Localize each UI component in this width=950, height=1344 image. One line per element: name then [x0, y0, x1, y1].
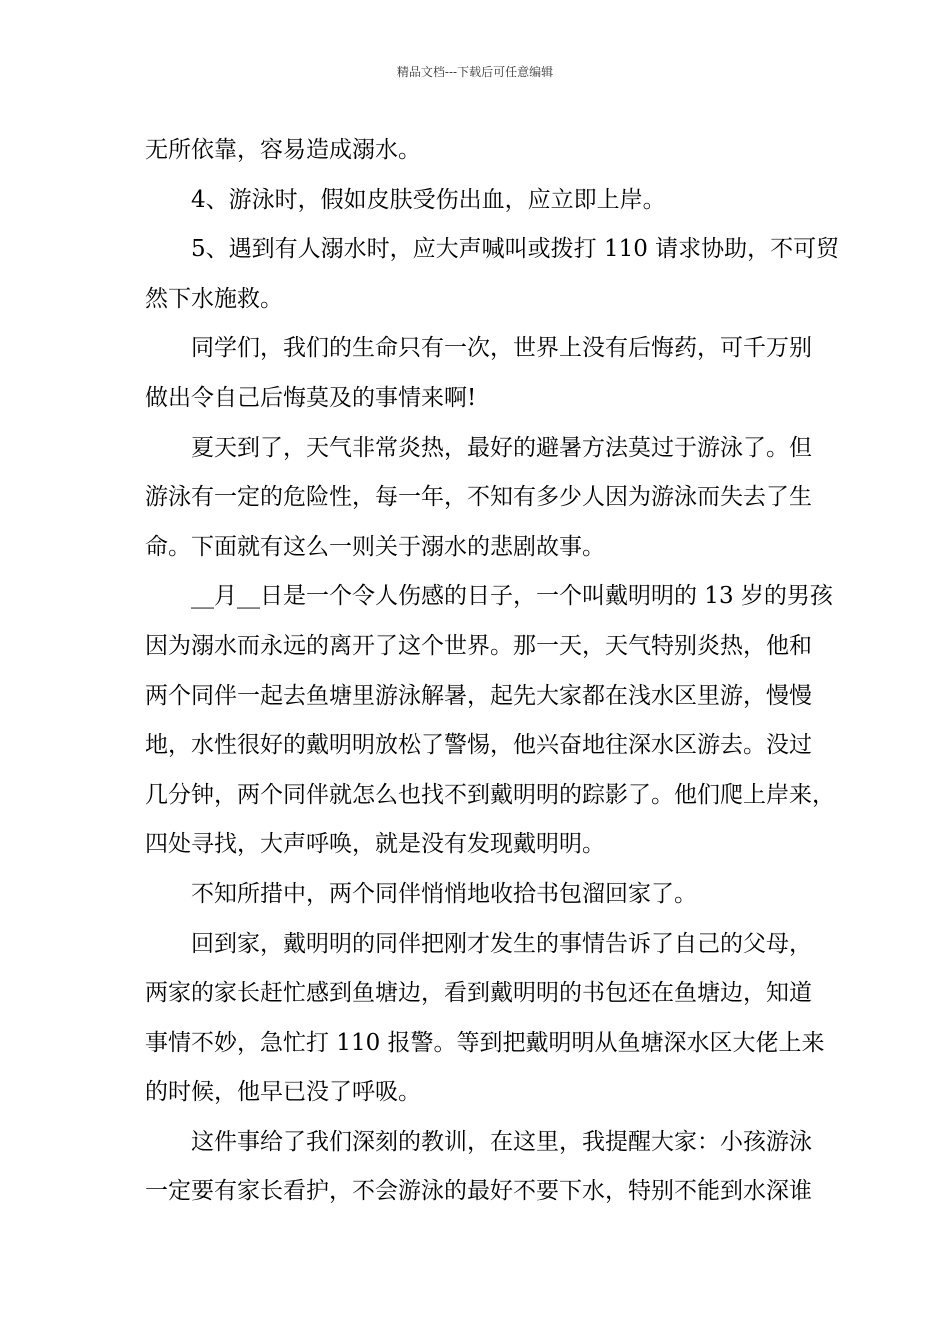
text-line: 的时候，他早已没了呼吸。 — [145, 1079, 421, 1106]
text-line: 两家的家长赶忙感到鱼塘边，看到戴明明的书包还在鱼塘边，知道 — [145, 980, 812, 1007]
text-line: 四处寻找，大声呼唤，就是没有发现戴明明。 — [145, 831, 605, 858]
text-line: __月__日是一个令人伤感的日子，一个叫戴明明的 13 岁的男孩 — [191, 583, 833, 610]
text-line: 这件事给了我们深刻的教训，在这里，我提醒大家：小孩游泳 — [191, 1128, 812, 1155]
text-line: 夏天到了，天气非常炎热，最好的避暑方法莫过于游泳了。但 — [191, 434, 812, 461]
text-line: 两个同伴一起去鱼塘里游泳解暑，起先大家都在浅水区里游，慢慢 — [145, 682, 812, 709]
page-header: 精品文档---下载后可任意编辑 — [396, 65, 554, 79]
text-line: 事情不妙，急忙打 110 报警。等到把戴明明从鱼塘深水区大佬上来 — [145, 1029, 825, 1056]
text-line: 无所依靠，容易造成溺水。 — [145, 137, 421, 163]
text-line: 4、游泳时，假如皮肤受伤出血，应立即上岸。 — [191, 186, 666, 213]
text-line: 不知所措中，两个同伴悄悄地收拾书包溜回家了。 — [191, 880, 697, 907]
text-line: 同学们，我们的生命只有一次，世界上没有后悔药，可千万别 — [191, 335, 812, 362]
text-line: 做出令自己后悔莫及的事情来啊! — [145, 384, 477, 411]
text-line: 游泳有一定的危险性，每一年，不知有多少人因为游泳而失去了生 — [145, 484, 812, 511]
document-body — [145, 126, 840, 1217]
text-line: 一定要有家长看护，不会游泳的最好不要下水，特别不能到水深谁 — [145, 1178, 812, 1205]
text-line: 因为溺水而永远的离开了这个世界。那一天，天气特别炎热，他和 — [145, 632, 812, 659]
text-line: 地，水性很好的戴明明放松了警惕，他兴奋地往深水区游去。没过 — [145, 732, 812, 759]
text-line: 几分钟，两个同伴就怎么也找不到戴明明的踪影了。他们爬上岸来， — [145, 781, 835, 808]
text-line: 然下水施救。 — [145, 285, 283, 312]
text-line: 回到家，戴明明的同伴把刚才发生的事情告诉了自己的父母， — [191, 930, 812, 957]
text-line: 5、遇到有人溺水时，应大声喊叫或拨打 110 请求协助，不可贸 — [191, 236, 840, 263]
text-line: 命。下面就有这么一则关于溺水的悲剧故事。 — [145, 533, 605, 560]
